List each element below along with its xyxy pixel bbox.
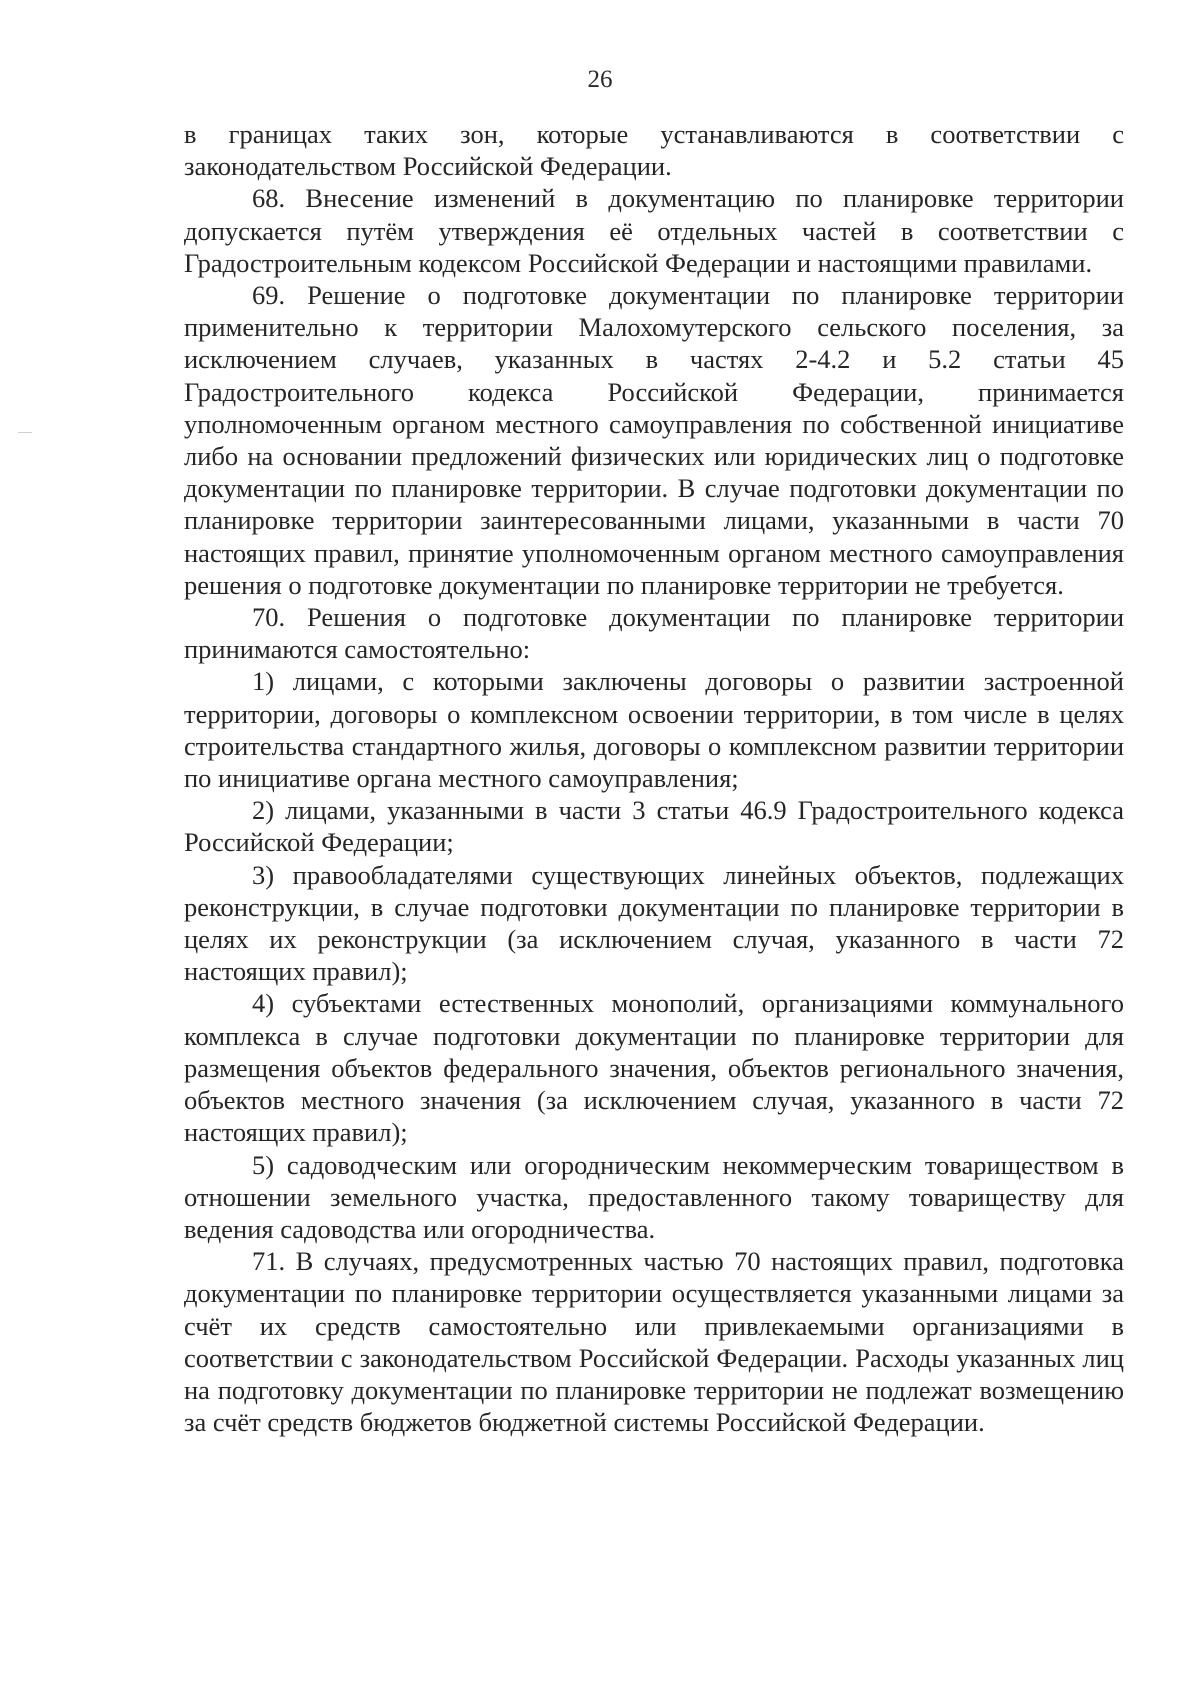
paragraph-69: 69. Решение о подготовке документации по планировке территории применительно к территории Малохомутерского сельского поселения, за исключением случаев, указанных в частях 2-4.2 и 5.2 статьи 45 Градостроительного кодекса Российской Федерации, принимается уполномоченным органом местного самоуправления по собственной инициативе либо на основании предложений физических или юридических лиц о подготовке документации по планировке территории. В случае подготовки документации по планировке территории заинтересованными лицами, указанными в части 70 настоящих правил, принятие уполномоченным органом местного самоуправления решения о подготовке документации по планировке территории не требуется. [184,280,1124,600]
list-item-1: 1) лицами, с которыми заключены договоры о развитии застроенной территории, договоры о комплексном освоении территории, в том числе в целях строительства стандартного жилья, договоры о комплексном развитии территории по инициативе органа местного самоуправления; [184,666,1124,794]
list-item-4: 4) субъектами естественных монополий, организациями коммунального комплекса в случае подготовки документации по планировке территории для размещения объектов федерального значения, объектов регионального значения, объектов местного значения (за исключением случая, указанного в части 72 настоящих правил); [184,988,1124,1148]
paragraph-70: 70. Решения о подготовке документации по планировке территории принимаются самостоятельно: [184,602,1124,665]
paragraph-71: 71. В случаях, предусмотренных частью 70 настоящих правил, подготовка документации по планировке территории осуществляется указанными лицами за счёт их средств самостоятельно или привлекаемыми организациями в соответствии с законодательством Российской Федерации. Расходы указанных лиц на подготовку документации по планировке территории не подлежат возмещению за счёт средств бюджетов бюджетной системы Российской Федерации. [184,1246,1124,1438]
page-number: 26 [587,66,613,93]
document-body [184,118,1124,1438]
scan-margin-mark [18,432,32,433]
paragraph-continuation: в границах таких зон, которые устанавливаются в соответствии с законодательством Российской Федерации. [184,119,1124,182]
list-item-3: 3) правообладателями существующих линейных объектов, подлежащих реконструкции, в случае подготовки документации по планировке территории в целях их реконструкции (за исключением случая, указанного в части 72 настоящих правил); [184,859,1124,987]
list-item-5: 5) садоводческим или огородническим некоммерческим товариществом в отношении земельного участка, предоставленного такому товариществу для ведения садоводства или огородничества. [184,1149,1124,1244]
paragraph-68: 68. Внесение изменений в документацию по планировке территории допускается путём утверждения её отдельных частей в соответствии с Градостроительным кодексом Российской Федерации и настоящими правилами. [184,183,1124,278]
list-item-2: 2) лицами, указанными в части 3 статьи 46.9 Градостроительного кодекса Российской Федерации; [184,795,1124,858]
